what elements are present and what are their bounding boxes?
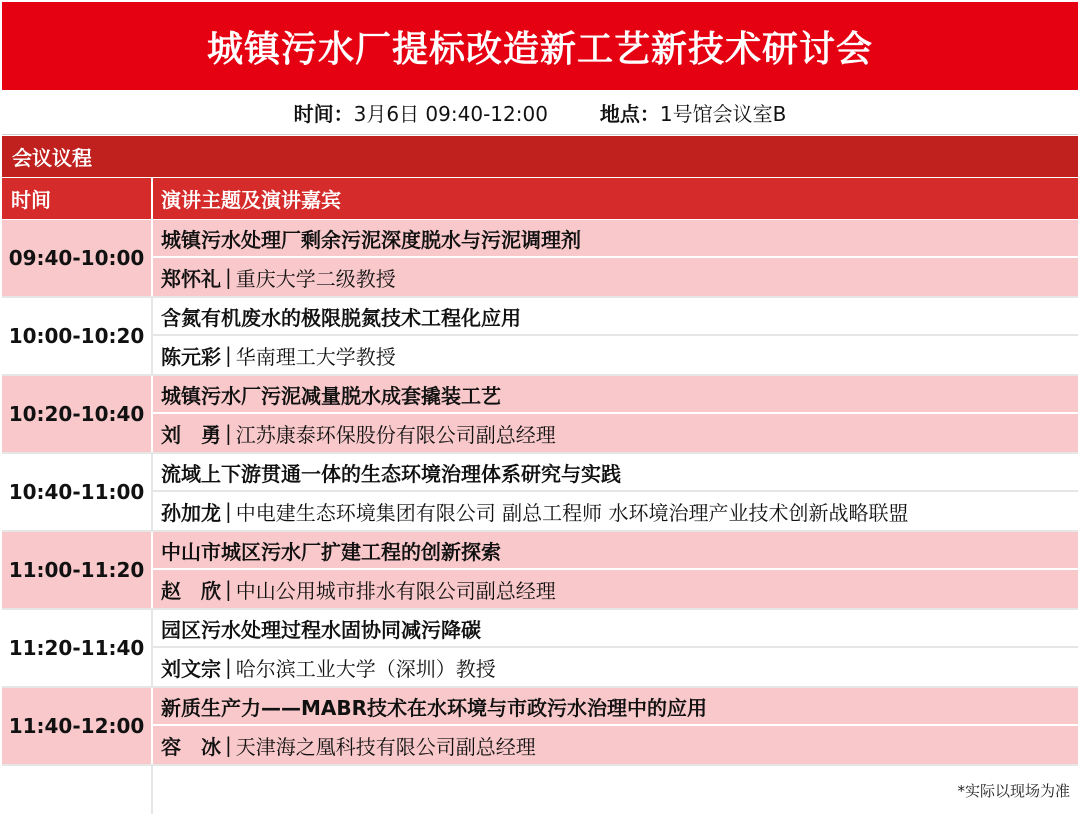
footnote: *实际以现场为准 [957,781,1070,800]
session-topic: 新质生产力——MABR技术在水环境与市政污水治理中的应用 [153,688,1078,726]
table-row [2,220,1078,298]
table-row [2,610,1078,688]
session-time: 11:40-12:00 [2,688,153,764]
session-content [153,376,1078,452]
page-title: 城镇污水厂提标改造新工艺新技术研讨会 [2,2,1078,90]
table-row [2,688,1078,766]
speaker-separator: | [225,499,232,523]
session-topic: 园区污水处理过程水固协同减污降碳 [153,610,1078,648]
session-speaker [153,726,1078,764]
session-speaker [153,336,1078,374]
session-time: 10:00-10:20 [2,298,153,374]
speaker-name: 赵 欣 [161,578,221,603]
session-content [153,688,1078,764]
session-time: 11:20-11:40 [2,610,153,686]
session-topic: 中山市城区污水厂扩建工程的创新探索 [153,532,1078,570]
section-title: 会议议程 [2,136,1078,177]
session-speaker [153,258,1078,296]
session-topic: 流域上下游贯通一体的生态环境治理体系研究与实践 [153,454,1078,492]
session-speaker [153,570,1078,608]
session-content [153,610,1078,686]
session-content [153,298,1078,374]
table-row [2,376,1078,454]
session-content [153,454,1078,530]
speaker-name: 郑怀礼 [161,266,221,291]
table-row [2,454,1078,532]
speaker-affiliation: 华南理工大学教授 [235,344,396,369]
session-topic: 城镇污水处理厂剩余污泥深度脱水与污泥调理剂 [153,220,1078,258]
speaker-affiliation: 中山公用城市排水有限公司副总经理 [235,578,556,603]
session-time: 09:40-10:00 [2,220,153,296]
speaker-separator: | [225,733,232,757]
session-speaker [153,492,1078,530]
agenda-table [2,220,1078,766]
place-label: 地点： [599,101,660,126]
speaker-separator: | [225,265,232,289]
table-row [2,298,1078,376]
session-topic: 含氮有机废水的极限脱氮技术工程化应用 [153,298,1078,336]
speaker-affiliation: 天津海之凰科技有限公司副总经理 [235,734,536,759]
speaker-name: 陈元彩 [161,344,221,369]
column-header-time: 时间 [2,178,153,219]
session-topic: 城镇污水厂污泥减量脱水成套撬装工艺 [153,376,1078,414]
speaker-affiliation: 哈尔滨工业大学（深圳）教授 [235,656,496,681]
table-header [2,178,1078,219]
footer-spacer [2,766,153,814]
session-content [153,220,1078,296]
speaker-separator: | [225,577,232,601]
speaker-separator: | [225,421,232,445]
session-time: 10:20-10:40 [2,376,153,452]
speaker-name: 刘文宗 [161,656,221,681]
session-time: 10:40-11:00 [2,454,153,530]
session-time: 11:00-11:20 [2,532,153,608]
speaker-separator: | [225,655,232,679]
speaker-name: 容 冰 [161,734,221,759]
table-footer [2,766,1078,814]
session-speaker [153,414,1078,452]
table-row [2,532,1078,610]
speaker-name: 孙加龙 [161,500,221,525]
column-header-topic: 演讲主题及演讲嘉宾 [161,188,341,212]
time-value: 3月6日 09:40-12:00 [353,101,548,126]
speaker-affiliation: 江苏康泰环保股份有限公司副总经理 [235,422,556,447]
speaker-separator: | [225,343,232,367]
speaker-affiliation: 中电建生态环境集团有限公司 副总工程师 水环境治理产业技术创新战略联盟 [235,500,909,525]
speaker-affiliation: 重庆大学二级教授 [235,266,396,291]
session-speaker [153,648,1078,686]
speaker-name: 刘 勇 [161,422,221,447]
time-label: 时间： [293,101,354,126]
event-info [2,90,1078,135]
session-content [153,532,1078,608]
place-value: 1号馆会议室B [659,101,787,126]
